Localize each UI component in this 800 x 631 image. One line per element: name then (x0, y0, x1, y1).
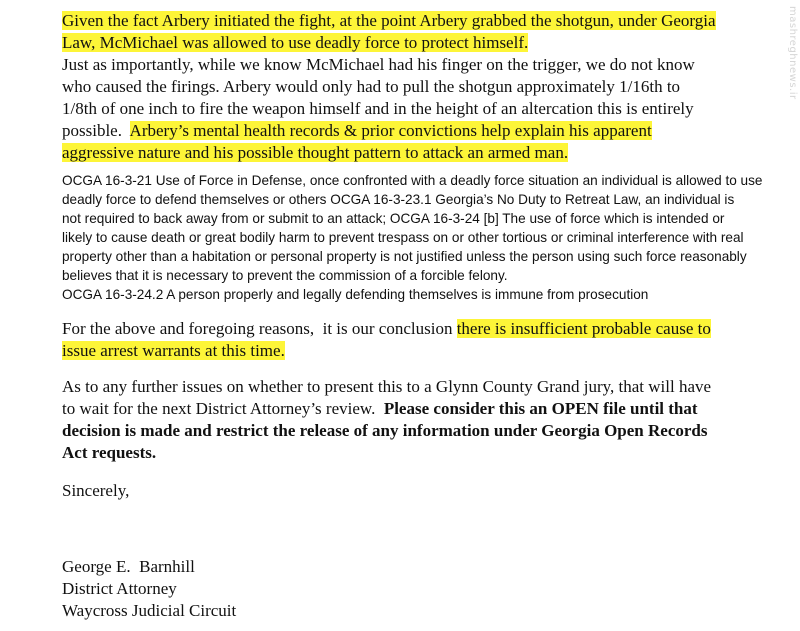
text-line: As to any further issues on whether to present this to a Glynn County Grand jury, that will have (62, 377, 712, 396)
paragraph-use-of-force (62, 10, 716, 164)
closing: Sincerely, (62, 481, 130, 500)
signer-name: George E. Barnhill (62, 557, 195, 576)
highlighted-text: aggressive nature and his possible thought pattern to attack an armed man. (62, 143, 569, 162)
statute-line: likely to cause death or great bodily harm to prevent trespass on or other tortious or criminal interference with real (62, 230, 744, 245)
signature-block (62, 556, 236, 622)
highlighted-text: Law, McMichael was allowed to use deadly force to protect himself. (62, 33, 529, 52)
highlighted-text: Arbery’s mental health records & prior convictions help explain his apparent (129, 121, 652, 140)
bold-text: Act requests. (62, 443, 157, 462)
conclusion-paragraph (62, 318, 711, 362)
statute-line: believes that it is necessary to prevent the commission of a forcible felony. (62, 268, 508, 283)
highlighted-text: issue arrest warrants at this time. (62, 341, 285, 360)
bold-text: decision is made and restrict the release of any information under Georgia Open Records (62, 421, 708, 440)
text-segment: to wait for the next District Attorney’s review. (62, 399, 384, 418)
text-line: who caused the firings. Arbery would only had to pull the shotgun approximately 1/16th to (62, 77, 681, 96)
bold-text: Please consider this an OPEN file until that (383, 399, 698, 418)
further-issues-paragraph (62, 376, 711, 464)
statute-line: deadly force to defend themselves or others OCGA 16-3-23.1 Georgia’s No Duty to Retreat Law, an individual is (62, 192, 735, 207)
highlighted-text: there is insufficient probable cause to (456, 319, 711, 338)
highlighted-text: Given the fact Arbery initiated the fight, at the point Arbery grabbed the shotgun, under Georgia (62, 11, 716, 30)
statute-line: property other than a habitation or personal property is not justified unless the person using such force reasonably (62, 249, 747, 264)
text-line: Just as importantly, while we know McMichael had his finger on the trigger, we do not know (62, 55, 695, 74)
text-segment: possible. (62, 121, 130, 140)
text-line: 1/8th of one inch to fire the weapon himself and in the height of an altercation this is entirely (62, 99, 694, 118)
statutes-paragraph (62, 171, 762, 304)
watermark: mashreghnews.ir (787, 6, 798, 100)
signer-office: Waycross Judicial Circuit (62, 601, 237, 620)
statute-line: OCGA 16-3-24.2 A person properly and legally defending themselves is immune from prosecution (62, 287, 649, 302)
statute-line: not required to back away from or submit to an attack; OCGA 16-3-24 [b] The use of force which is intended or (62, 211, 725, 226)
statute-line: OCGA 16-3-21 Use of Force in Defense, once confronted with a deadly force situation an individual is allowed to use (62, 173, 763, 188)
text-segment: For the above and foregoing reasons, it is our conclusion (62, 319, 457, 338)
signer-title: District Attorney (62, 579, 177, 598)
